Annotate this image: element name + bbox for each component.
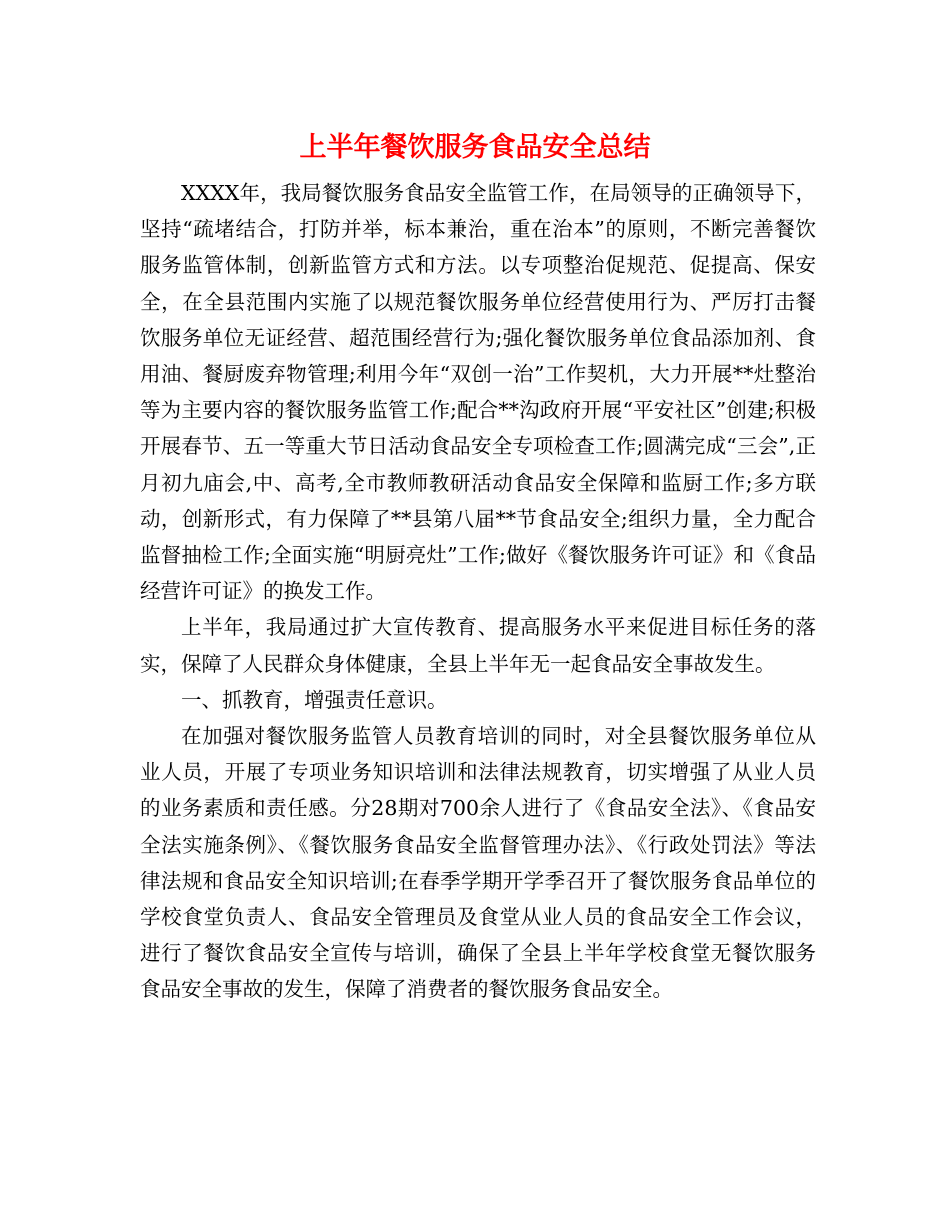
document-title: 上半年餐饮服务食品安全总结 <box>299 132 651 163</box>
document-body <box>140 175 816 1008</box>
paragraph-education: 在加强对餐饮服务监管人员教育培训的同时，对全县餐饮服务单位从业人员，开展了专项业务知识培训和法律法规教育，切实增强了从业人员的业务素质和责任感。分28期对700余人进行了《食品安全法》、《食品安全法实施条例》、《餐饮服务食品安全监督管理办法》、《行政处罚法》等法律法规和食品安全知识培训;在春季学期开学季召开了餐饮服务食品单位的学校食堂负责人、食品安全管理员及食堂从业人员的食品安全工作会议，进行了餐饮食品安全宣传与培训，确保了全县上半年学校食堂无餐饮服务食品安全事故的发生，保障了消费者的餐饮服务食品安全。 <box>140 724 816 1002</box>
section-heading-education: 一、抓教育，增强责任意识。 <box>181 687 448 712</box>
paragraph-summary: 上半年，我局通过扩大宣传教育、提高服务水平来促进目标任务的落实，保障了人民群众身体健康，全县上半年无一起食品安全事故发生。 <box>140 615 816 676</box>
paragraph-intro: XXXX年，我局餐饮服务食品安全监管工作，在局领导的正确领导下，坚持“疏堵结合，打防并举，标本兼治，重在治本”的原则，不断完善餐饮服务监管体制，创新监管方式和方法。以专项整治促规范、促提高、保安全，在全县范围内实施了以规范餐饮服务单位经营使用行为、严厉打击餐饮服务单位无证经营、超范围经营行为;强化餐饮服务单位食品添加剂、食用油、餐厨废弃物管理;利用今年“双创一治”工作契机，大力开展**灶整治等为主要内容的餐饮服务监管工作;配合**沟政府开展“平安社区”创建;积极开展春节、五一等重大节日活动食品安全专项检查工作;圆满完成“三会”,正月初九庙会,中、高考,全市教师教研活动食品安全保障和监厨工作;多方联动，创新形式，有力保障了**县第八届**节食品安全;组织力量，全力配合监督抽检工作;全面实施“明厨亮灶”工作;做好《餐饮服务许可证》和《食品经营许可证》的换发工作。 <box>140 181 816 604</box>
